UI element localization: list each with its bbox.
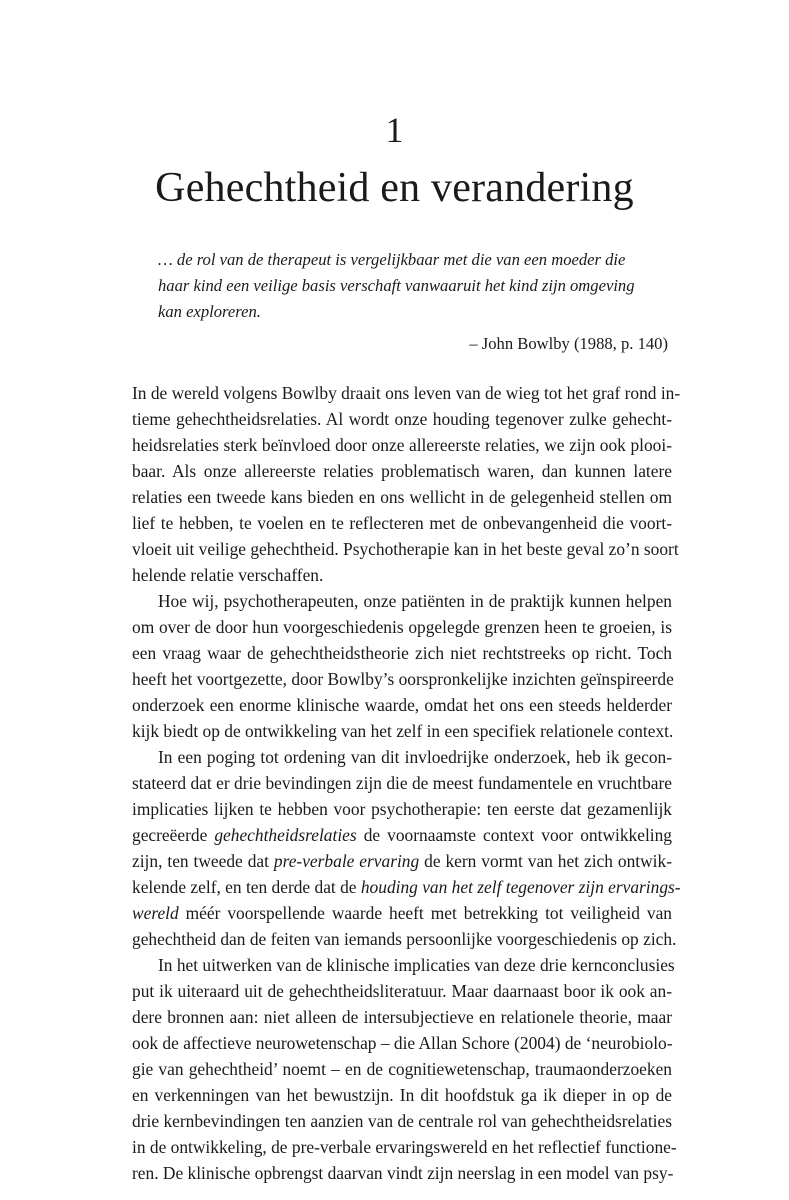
- text-line: baar. Als onze allereerste relaties problematisch waren, dan kunnen latere: [132, 461, 672, 481]
- text-line: In het uitwerken van de klinische implicaties van deze drie kernconclusies: [158, 955, 675, 975]
- text-run: de voornaamste context voor ontwikkeling: [356, 825, 672, 845]
- epigraph-line: kan exploreren.: [158, 302, 261, 321]
- italic-term: houding van het zelf tegenover zijn ervarings-: [360, 877, 681, 897]
- text-line: [132, 874, 681, 900]
- text-line: [132, 848, 672, 874]
- text-line: drie kernbevindingen ten aanzien van de centrale rol van gehechtheidsrelaties: [132, 1111, 672, 1131]
- paragraph-4: [132, 952, 677, 1186]
- text-line: helende relatie verschaffen.: [132, 565, 324, 585]
- body-text: [132, 380, 681, 1186]
- text-line: [132, 822, 672, 848]
- paragraph-1: [132, 380, 681, 588]
- text-line: In de wereld volgens Bowlby draait ons leven van de wieg tot het graf rond in-: [132, 383, 681, 403]
- epigraph-attribution: – John Bowlby (1988, p. 140): [469, 334, 668, 353]
- text-line: gehechtheid dan de feiten van iemands persoonlijke voorgeschiedenis op zich.: [132, 929, 677, 949]
- epigraph-line: … de rol van de therapeut is vergelijkbaar met die van een moeder die: [158, 250, 626, 269]
- chapter-number: 1: [385, 110, 404, 150]
- text-line: relaties een tweede kans bieden en ons wellicht in de gelegenheid stellen om: [132, 487, 672, 507]
- italic-term: wereld: [132, 903, 179, 923]
- text-run: méér voorspellende waarde heeft met betrekking tot veiligheid van: [178, 903, 672, 923]
- text-run: zijn, ten tweede dat: [132, 851, 274, 871]
- text-line: [132, 900, 672, 926]
- text-line: dere bronnen aan: niet alleen de intersubjectieve en relationele theorie, maar: [132, 1007, 672, 1027]
- text-line: en verkenningen van het bewustzijn. In dit hoofdstuk ga ik dieper in op de: [132, 1085, 672, 1105]
- chapter-title: Gehechtheid en verandering: [155, 165, 634, 211]
- italic-term: gehechtheidsrelaties: [214, 825, 357, 845]
- text-line: heidsrelaties sterk beïnvloed door onze allereerste relaties, we zijn ook plooi-: [132, 435, 672, 455]
- text-line: een vraag waar de gehechtheidstheorie zich niet rechtstreeks op richt. Toch: [132, 643, 672, 663]
- text-line: vloeit uit veilige gehechtheid. Psychotherapie kan in het beste geval zo’n soort: [132, 539, 679, 559]
- text-run: gecreëerde: [132, 825, 215, 845]
- text-line: put ik uiteraard uit de gehechtheidsliteratuur. Maar daarnaast boor ik ook an-: [132, 981, 672, 1001]
- text-line: ren. De klinische opbrengst daarvan vindt zijn neerslag in een model van psy-: [132, 1163, 674, 1183]
- text-line: heeft het voortgezette, door Bowlby’s oorspronkelijke inzichten geïnspireerde: [132, 669, 674, 689]
- text-line: kijk biedt op de ontwikkeling van het zelf in een specifiek relationele context.: [132, 721, 674, 741]
- text-line: In een poging tot ordening van dit invloedrijke onderzoek, heb ik gecon-: [158, 747, 672, 767]
- text-line: tieme gehechtheidsrelaties. Al wordt onze houding tegenover zulke gehecht-: [132, 409, 672, 429]
- text-line: om over de door hun voorgeschiedenis opgelegde grenzen heen te groeien, is: [132, 617, 672, 637]
- text-run: de kern vormt van het zich ontwik-: [419, 851, 672, 871]
- text-line: lief te hebben, te voelen en te reflecteren met de onbevangenheid die voort-: [132, 513, 672, 533]
- epigraph-line: haar kind een veilige basis verschaft vanwaaruit het kind zijn omgeving: [158, 276, 635, 295]
- text-line: ook de affectieve neurowetenschap – die Allan Schore (2004) de ‘neurobiolo-: [132, 1033, 673, 1053]
- epigraph: [158, 247, 668, 357]
- text-run: kelende zelf, en ten derde dat de: [132, 877, 361, 897]
- text-line: onderzoek een enorme klinische waarde, omdat het ons een steeds helderder: [132, 695, 672, 715]
- text-line: Hoe wij, psychotherapeuten, onze patiënten in de praktijk kunnen helpen: [158, 591, 672, 611]
- italic-term: pre-verbale ervaring: [273, 851, 420, 871]
- paragraph-2: [132, 588, 672, 744]
- text-line: gie van gehechtheid’ noemt – en de cognitiewetenschap, traumaonderzoeken: [132, 1059, 672, 1079]
- text-line: stateerd dat er drie bevindingen zijn die de meest fundamentele en vruchtbare: [132, 773, 672, 793]
- paragraph-3: [132, 744, 681, 952]
- text-line: in de ontwikkeling, de pre-verbale ervaringswereld en het reflectief functione-: [132, 1137, 677, 1157]
- text-line: implicaties lijken te hebben voor psychotherapie: ten eerste dat gezamenlijk: [132, 799, 672, 819]
